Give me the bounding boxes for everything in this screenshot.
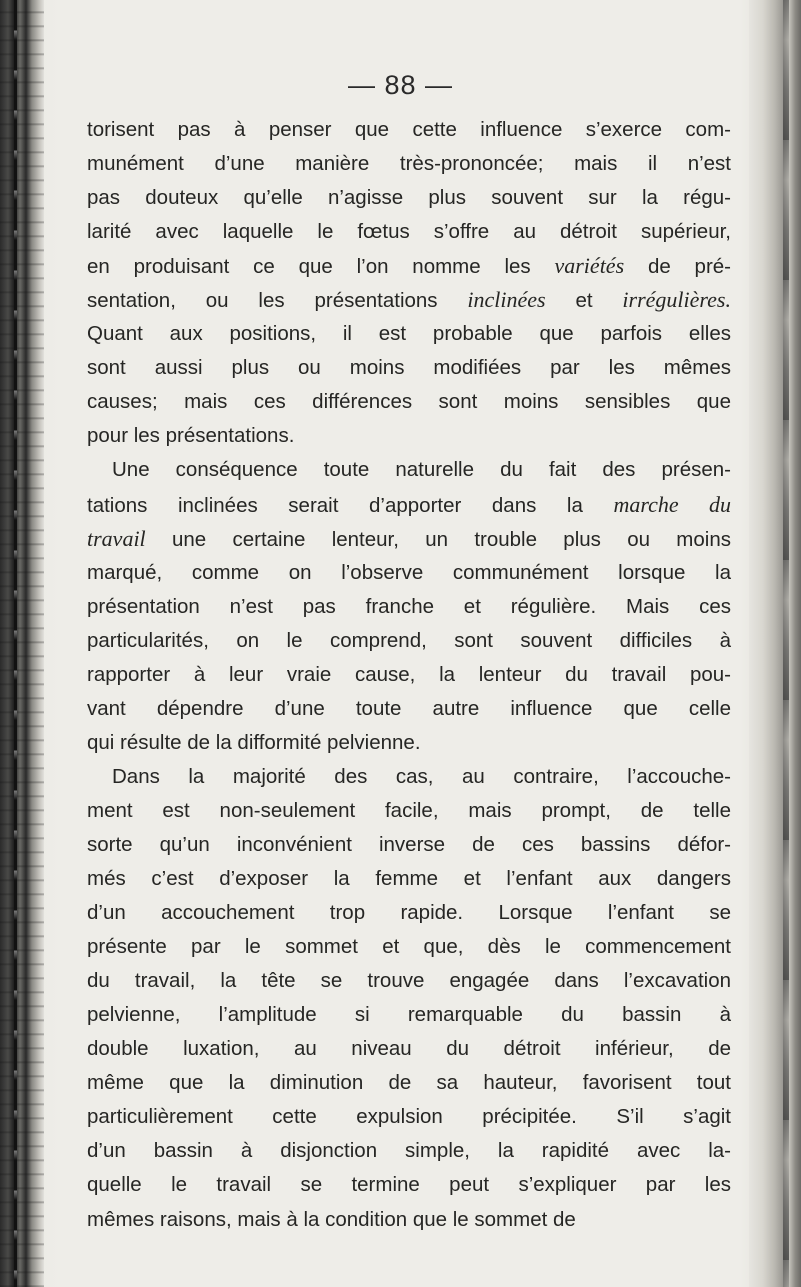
text-segment: pelvienne, l’amplitude si remarquable du bassin à [87,1003,731,1027]
text-line [87,862,731,896]
text-segment: d’un bassin à disjonction simple, la rapidité avec la- [87,1139,731,1163]
italic-segment: travail [87,525,146,551]
text-segment: en produisant ce que l’on nomme les [87,255,555,279]
text-line [87,726,731,760]
text-segment: sont aussi plus ou moins modifiées par les mêmes [87,356,731,380]
text-line [87,930,731,964]
text-line [87,147,731,181]
text-line [87,1134,731,1168]
text-segment: Quant aux positions, il est probable que parfois elles [87,322,731,346]
text-segment: de pré- [624,255,732,279]
text-segment: Dans la majorité des cas, au contraire, l’accouche- [112,764,731,788]
text-line [87,453,731,487]
text-segment: rapporter à leur vraie cause, la lenteur du travail pou- [87,662,731,686]
text-segment: particulièrement cette expulsion précipitée. S’il s’agit [87,1105,731,1129]
text-line [87,351,731,385]
text-line [87,760,731,794]
text-line [87,317,731,351]
text-segment: ment est non-seulement facile, mais prompt, de telle [87,798,731,822]
text-line [87,998,731,1032]
text-line [87,794,731,828]
italic-segment: inclinées [467,287,546,313]
text-segment: double luxation, au niveau du détroit inférieur, de [87,1037,731,1061]
text-segment: et [545,289,623,313]
body-text [87,113,731,1237]
text-line [87,1100,731,1134]
text-line [87,385,731,419]
text-line [87,488,731,522]
text-line [87,1203,731,1237]
text-segment: Une conséquence toute naturelle du fait des présen- [112,458,731,482]
text-segment: présente par le sommet et que, dès le commencement [87,935,731,959]
page-edge-shadow [749,0,801,1287]
text-line [87,1168,731,1202]
text-line [87,1066,731,1100]
text-segment: sentation, ou les présentations [87,289,468,313]
text-line [87,828,731,862]
italic-segment: irrégulières. [622,287,731,313]
text-line [87,1032,731,1066]
text-line [87,590,731,624]
text-line [87,896,731,930]
text-line [87,522,731,556]
text-line [87,113,731,147]
text-segment: quelle le travail se termine peut s’expliquer par les [87,1173,731,1197]
text-line [87,658,731,692]
text-segment: mêmes raisons, mais à la condition que le sommet de [87,1207,576,1231]
text-line [87,624,731,658]
text-line [87,283,731,317]
italic-segment: marche du [613,491,731,517]
text-segment: même que la diminution de sa hauteur, favorisent tout [87,1071,731,1095]
page-number: — 88 — [347,70,454,100]
text-segment: larité avec laquelle le fœtus s’offre au détroit supérieur, [87,220,731,244]
text-segment: vant dépendre d’une toute autre influence que celle [87,696,731,720]
text-line [87,215,731,249]
text-segment: torisent pas à penser que cette influence s’exerce com- [87,118,731,141]
text-line [87,249,731,283]
text-segment: marqué, comme on l’observe communément lorsque la [87,560,731,584]
text-line [87,181,731,215]
text-segment: més c’est d’exposer la femme et l’enfant aux dangers [87,867,731,891]
text-segment: pour les présentations. [87,424,295,448]
text-line [87,692,731,726]
text-segment: munément d’une manière très-prononcée; mais il n’est [87,152,731,176]
italic-segment: variétés [554,253,625,279]
text-line [87,556,731,590]
text-segment: qui résulte de la difformité pelvienne. [87,730,421,754]
text-segment: d’un accouchement trop rapide. Lorsque l’enfant se [87,901,731,925]
text-line [87,964,731,998]
text-segment: pas douteux qu’elle n’agisse plus souvent sur la régu- [87,186,731,210]
text-segment: causes; mais ces différences sont moins sensibles que [87,390,731,414]
text-segment: sorte qu’un inconvénient inverse de ces bassins défor- [87,832,731,856]
text-segment: tations inclinées serait d’apporter dans la [87,493,614,517]
text-segment: du travail, la tête se trouve engagée dans l’excavation [87,969,731,993]
text-line [87,419,731,453]
binding-edge [0,0,44,1287]
text-segment: particularités, on le comprend, sont souvent difficiles à [87,628,731,652]
text-segment: présentation n’est pas franche et régulière. Mais ces [87,594,731,618]
text-segment: une certaine lenteur, un trouble plus ou moins [145,527,731,551]
